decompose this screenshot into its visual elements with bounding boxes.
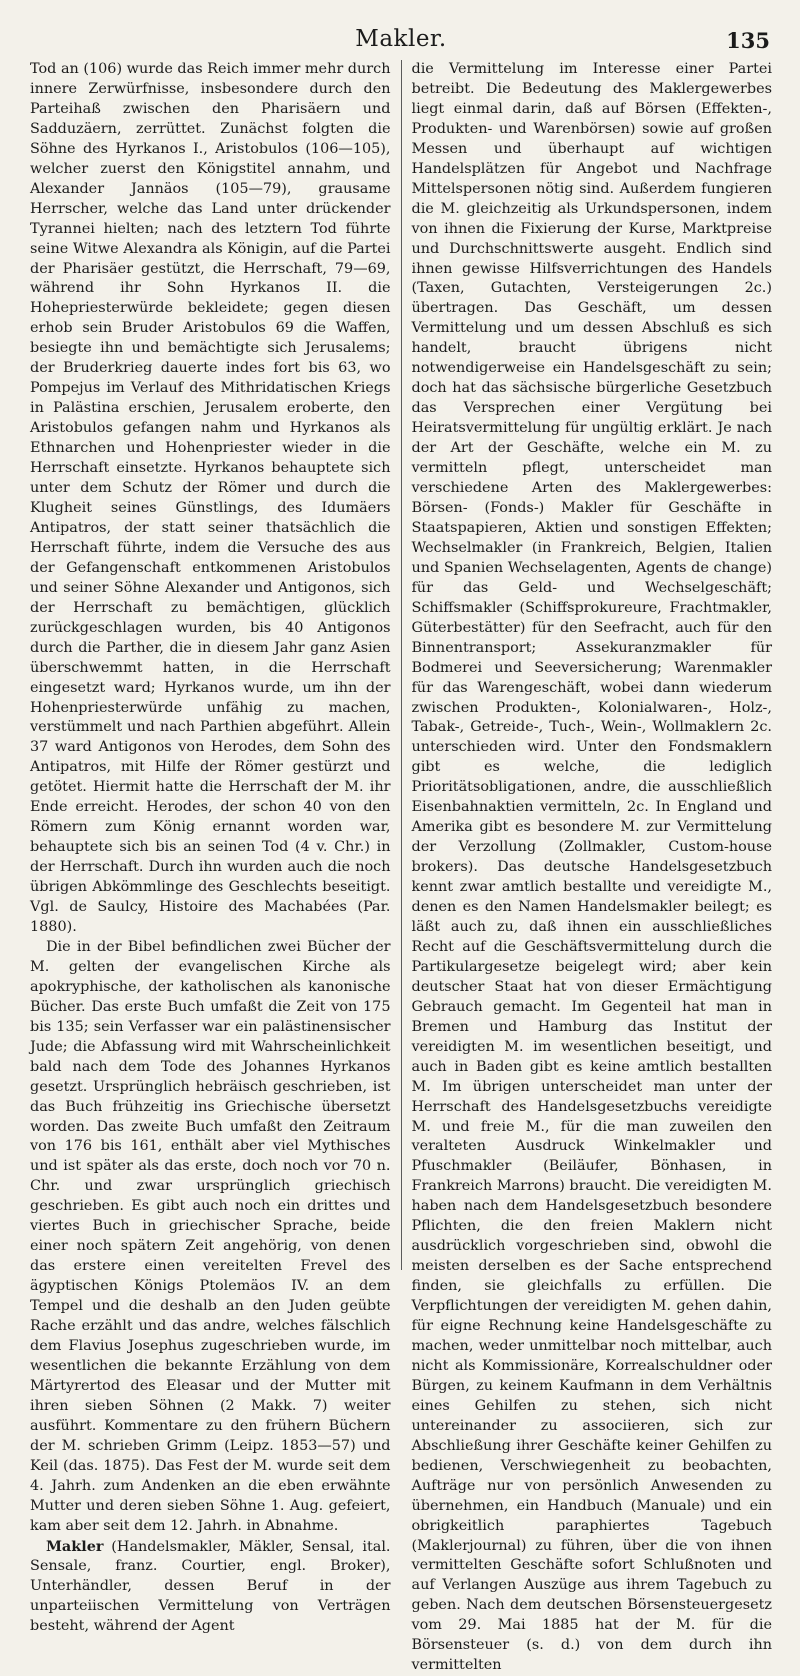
paragraph: Tod an (106) wurde das Reich immer mehr durch innere Zerwürfnisse, insbesondere durch den Parteihaß zwischen den Pharisäern und Sadduzäern, zerrüttet. Zunächst folgten die Söhne des Hyrkanos I., Aristobulos (106—105), welcher zuerst den Königstitel annahm, und Alexander Jannäos (105—79), grausame Herrscher, welche das Land unter drückender Tyrannei hielten; nach des letztern Tod führte seine Witwe Alexandra als Königin, auf die Partei der Pharisäer gestützt, die Herrschaft, 79—69, während ihr Sohn Hyrkanos II. die Hohepriesterwürde bekleidete; gegen diesen erhob sein Bruder Aristobulos 69 die Waffen, besiegte ihn und bemächtigte sich Jerusalems; der Bruderkrieg dauerte indes fort bis 63, wo Pompejus im Verlauf des Mithridatischen Kriegs in Palästina erschien, Jerusalem eroberte, den Aristobulos gefangen nahm und Hyrkanos als Ethnarchen und Hohenpriester wieder in die Herrschaft einsetzte. Hyrkanos behauptete sich unter dem Schutz der Römer und durch die Klugheit seines Günstlings, des Idumäers Antipatros, der statt seiner thatsächlich die Herrschaft führte, indem die Versuche des aus der Gefangenschaft entkommenen Aristobulos und seiner Söhne Alexander und Antigonos, sich der Herrschaft zu bemächtigen, glücklich zurückgeschlagen wurden, bis 40 Antigonos durch die Parther, die in diesem Jahr ganz Asien überschwemmt hatten, in die Herrschaft eingesetzt ward; Hyrkanos wurde, um ihn der Hohenpriesterwürde unfähig zu machen, verstümmelt und nach Parthien abgeführt. Allein 37 ward Antigonos von Herodes, dem Sohn des Antipatros, mit Hilfe der Römer gestürzt und getötet. Hiermit hatte die Herrschaft der M. ihr Ende erreicht. Herodes, der schon 40 von den Römern zum König ernannt worden war, behauptete sich bis an seinen Tod (4 v. Chr.) in der Herrschaft. Durch ihn wurden auch die noch übrigen Abkömmlinge des Geschlechts beseitigt. Vgl. de Saulcy, Histoire des Machabées (Par. 1880).	[30, 61, 391, 935]
paragraph: die Vermittelung im Interesse einer Partei betreibt. Die Bedeutung des Maklergewerbes liegt einmal darin, daß auf Börsen (Effekten-, Produkten- und Warenbörsen) sowie auf großen Messen und überhaupt auf wichtigen Handelsplätzen für Angebot und Nachfrage Mittelspersonen nötig sind. Außerdem fungieren die M. gleichzeitig als Urkundspersonen, indem von ihnen die Fixierung der Kurse, Marktpreise und Durchschnittswerte ausgeht. Endlich sind ihnen gewisse Hilfsverrichtungen des Handels (Taxen, Gutachten, Versteigerungen 2c.) übertragen. Das Geschäft, um dessen Vermittelung und um dessen Abschluß es sich handelt, braucht übrigens nicht notwendigerweise ein Handelsgeschäft zu sein; doch hat das sächsische bürgerliche Gesetzbuch das Versprechen einer Vergütung bei Heiratsvermittelung für ungültig erklärt. Je nach der Art der Geschäfte, welche ein M. zu vermitteln pflegt, unterscheidet man verschiedene Arten des Maklergewerbes: Börsen- (Fonds-) Makler für Geschäfte in Staatspapieren, Aktien und sonstigen Effekten; Wechselmakler (in Frankreich, Belgien, Italien und Spanien Wechselagenten, Agents de change) für das Geld- und Wechselgeschäft; Schiffsmakler (Schiffsprokureure, Frachtmakler, Güterbestätter) für den Seefracht, auch für den Binnentransport; Assekuranzmakler für Bodmerei und Seeversicherung; Warenmakler für das Warengeschäft, wobei dann wiederum zwischen Produkten-, Kolonialwaren-, Holz-, Tabak-, Getreide-, Tuch-, Wein-, Wollmaklern 2c. unterschieden wird. Unter den Fondsmaklern gibt es welche, die lediglich Prioritätsobligationen, andre, die ausschließlich Eisenbahnaktien vermitteln, 2c. In England und Amerika gibt es besondere M. zur Vermittelung der Verzollung (Zollmakler, Custom-house brokers). Das deutsche Handelsgesetzbuch kennt zwar amtlich bestallte und vereidigte M., denen es den Namen Handelsmakler beilegt; es läßt auch zu, daß ihnen ein ausschließliches Recht auf die Geschäftsvermittelung durch die Partikulargesetze beigelegt wird; aber kein deutscher Staat hat von dieser Ermächtigung Gebrauch gemacht. Im Gegenteil hat man in Bremen und Hamburg das Institut der vereidigten M. im wesentlichen beseitigt, und auch in Baden gibt es keine amtlich bestallten M. Im übrigen unterscheidet man unter der Herrschaft des Handelsgesetzbuchs vereidigte M. und freie M., für die man zuweilen den veralteten Ausdruck Winkelmakler und Pfuschmakler (Beiläufer, Bönhasen, in Frankreich Marrons) braucht. Die vereidigten M. haben nach dem Handelsgesetzbuch besondere Pflichten, die den freien Maklern nicht ausdrücklich vorgeschrieben sind, obwohl die meisten derselben es der Sache entsprechend finden, sie gleichfalls zu erfüllen. Die Verpflichtungen der vereidigten M. gehen dahin, für eigne Rechnung keine Handelsgeschäfte zu machen, weder unmittelbar noch mittelbar, auch nicht als Kommissionäre, Korrealschuldner oder Bürgen, zu keinem Kaufmann in dem Verhältnis eines Gehilfen zu stehen, sich nicht untereinander zu associieren, sich zur Abschließung ihrer Geschäfte keiner Gehilfen zu bedienen, Verschwiegenheit zu beobachten, Aufträge nur von persönlich Anwesenden zu übernehmen, ein Handbuch (Manuale) und ein obrigkeitlich paraphiertes Tagebuch (Maklerjournal) zu führen, über die von ihnen vermittelten Geschäfte sofort Schlußnoten und auf Verlangen Auszüge aus ihrem Tagebuch zu geben. Nach dem deutschen Börsensteuergesetz vom 29. Mai 1885 hat der M. für die Börsensteuer (s. d.) von dem durch ihn vermittelten	[411, 61, 772, 1674]
entry-text: (Handelsmakler, Mäkler, Sensal, ital. Sensale, franz. Courtier, engl. Broker), Unterhändler, dessen Beruf in der unparteiischen Vermittelung von Verträgen besteht, während der Agent	[30, 1538, 391, 1635]
left-column	[30, 60, 391, 1635]
text-columns	[30, 60, 772, 1674]
page-header	[30, 26, 772, 60]
entry-paragraph	[30, 1537, 391, 1638]
paragraph: Die in der Bibel befindlichen zwei Bücher der M. gelten der evangelischen Kirche als apokryphische, der katholischen als kanonische Bücher. Das erste Buch umfaßt die Zeit von 175 bis 135; sein Verfasser war ein palästinensischer Jude; die Abfassung wird mit Wahrscheinlichkeit bald nach dem Tode des Johannes Hyrkanos gesetzt. Ursprünglich hebräisch geschrieben, ist das Buch frühzeitig ins Griechische übersetzt worden. Das zweite Buch umfaßt den Zeitraum von 176 bis 161, enthält aber viel Mythisches und ist später als das erste, doch noch vor 70 n. Chr. und zwar ursprünglich griechisch geschrieben. Es gibt auch noch ein drittes und viertes Buch in griechischer Sprache, beide einer noch spätern Zeit angehörig, von denen das erstere einen vereitelten Frevel des ägyptischen Königs Ptolemäos IV. an dem Tempel und die deshalb an den Juden geübte Rache erzählt und das andre, welches fälschlich dem Flavius Josephus zugeschrieben wurde, im wesentlichen die bekannte Erzählung von dem Märtyrertod des Eleasar und der Mutter mit ihren sieben Söhnen (2 Makk. 7) weiter ausführt. Kommentare zu den frühern Büchern der M. schrieben Grimm (Leipz. 1853—57) und Keil (das. 1875). Das Fest der M. wurde seit dem 4. Jahrh. zum Andenken an die eben erwähnte Mutter und deren sieben Söhne 1. Aug. gefeiert, kam aber seit dem 12. Jahrh. in Abnahme.	[30, 938, 391, 1534]
page-number: 135	[726, 28, 770, 53]
right-column	[411, 60, 772, 1674]
entry-headword: Makler	[46, 1537, 104, 1555]
column-divider	[401, 60, 402, 1270]
running-title: Makler.	[355, 26, 447, 52]
